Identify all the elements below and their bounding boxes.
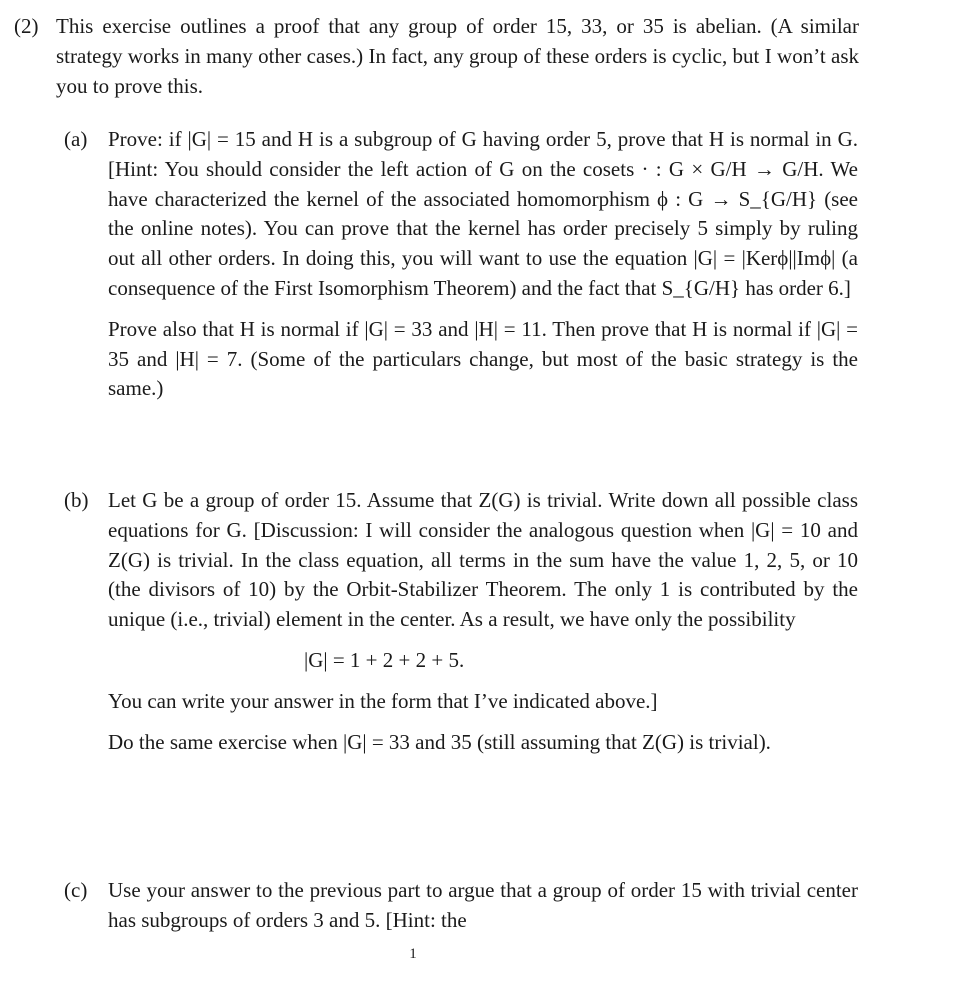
part-c-paragraph: Use your answer to the previous part to argue that a group of order 15 with trivial center has subgroups of orders 3 and 5. [Hint: the	[108, 878, 858, 932]
part-a-paragraph-2: Prove also that H is normal if |G| = 33 and |H| = 11. Then prove that H is normal if |G| = 35 and |H| = 7. (Some of the particulars change, but most of the basic strategy is the same.)	[108, 316, 858, 401]
class-equation-display: |G| = 1 + 2 + 2 + 5.	[304, 647, 465, 672]
part-b-paragraph-2: You can write your answer in the form that I’ve indicated above.]	[108, 688, 658, 713]
part-b-label: (b)	[64, 488, 89, 512]
problem-2	[14, 12, 859, 101]
part-a-paragraph-1: Prove: if |G| = 15 and H is a subgroup of G having order 5, prove that H is normal in G. [Hint: You should consider the left action of G on the cosets · : G × G/H → G/H. We have characterized the kernel of the associated homomorphism ϕ : G → S_{G/H} (see the online notes). You can prove that the kernel has order precisely 5 simply by ruling out all other orders. In doing this, you will want to use the equation |G| = |Kerϕ||Imϕ| (a consequence of the First Isomorphism Theorem) and the fact that S_{G/H} has order 6.]	[108, 127, 858, 300]
problem-number: (2)	[14, 14, 39, 38]
part-c-label: (c)	[64, 878, 88, 902]
problem-intro: This exercise outlines a proof that any group of order 15, 33, or 35 is abelian. (A similar strategy works in many other cases.) In fact, any group of these orders is cyclic, but I won’t ask you to prove this.	[56, 14, 859, 98]
part-b-paragraph-1: Let G be a group of order 15. Assume that Z(G) is trivial. Write down all possible class equations for G. [Discussion: I will consider the analogous question when |G| = 10 and Z(G) is trivial. In the class equation, all terms in the sum have the value 1, 2, 5, or 10 (the divisors of 10) by the Orbit-Stabilizer Theorem. The only 1 is contributed by the unique (i.e., trivial) element in the center. As a result, we have only the possibility	[108, 488, 858, 632]
part-b-paragraph-3: Do the same exercise when |G| = 33 and 35 (still assuming that Z(G) is trivial).	[108, 729, 771, 754]
part-b	[64, 486, 858, 757]
part-a-label: (a)	[64, 127, 88, 151]
page-number: 1	[409, 946, 417, 962]
part-a	[64, 125, 858, 404]
part-c	[64, 876, 858, 936]
